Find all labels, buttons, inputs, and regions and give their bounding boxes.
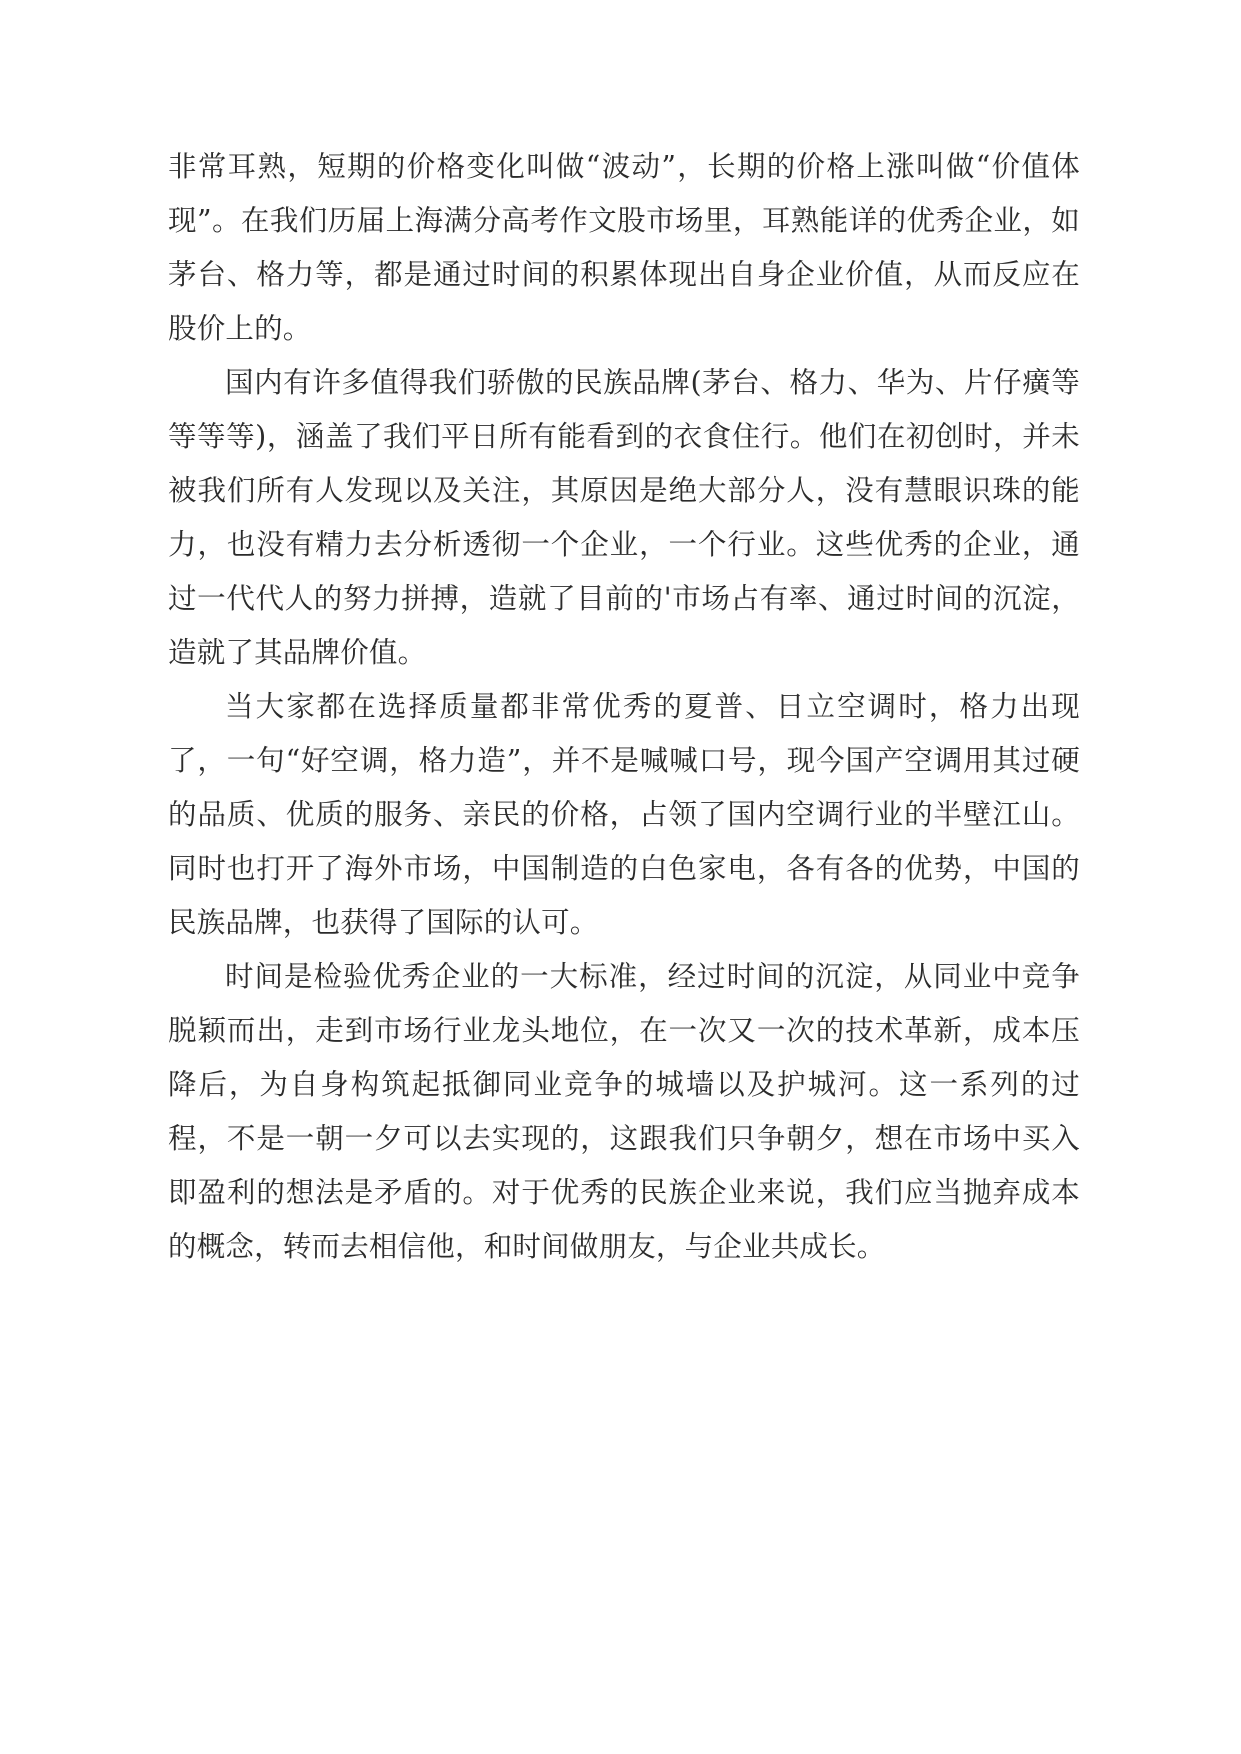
paragraph-4: 时间是检验优秀企业的一大标准，经过时间的沉淀，从同业中竞争脱颖而出，走到市场行业龙头地位，在一次又一次的技术革新，成本压降后，为自身构筑起抵御同业竞争的城墙以及护城河。这一系列的过程，不是一朝一夕可以去实现的，这跟我们只争朝夕，想在市场中买入即盈利的想法是矛盾的。对于优秀的民族企业来说，我们应当抛弃成本的概念，转而去相信他，和时间做朋友，与企业共成长。: [168, 960, 1080, 1263]
paragraph-1: 非常耳熟，短期的价格变化叫做“波动”，长期的价格上涨叫做“价值体现”。在我们历届上海满分高考作文股市场里，耳熟能详的优秀企业，如茅台、格力等，都是通过时间的积累体现出自身企业价值，从而反应在股价上的。: [168, 150, 1080, 345]
paragraph-3: 当大家都在选择质量都非常优秀的夏普、日立空调时，格力出现了，一句“好空调，格力造”，并不是喊喊口号，现今国产空调用其过硬的品质、优质的服务、亲民的价格，占领了国内空调行业的半壁江山。同时也打开了海外市场，中国制造的白色家电，各有各的优势，中国的民族品牌，也获得了国际的认可。: [168, 690, 1080, 939]
paragraph-2: 国内有许多值得我们骄傲的民族品牌(茅台、格力、华为、片仔癀等等等等)，涵盖了我们平日所有能看到的衣食住行。他们在初创时，并未被我们所有人发现以及关注，其原因是绝大部分人，没有慧眼识珠的能力，也没有精力去分析透彻一个企业，一个行业。这些优秀的企业，通过一代代人的努力拼搏，造就了目前的'市场占有率、通过时间的沉淀，造就了其品牌价值。: [168, 366, 1080, 669]
document-body: [168, 140, 1080, 1274]
